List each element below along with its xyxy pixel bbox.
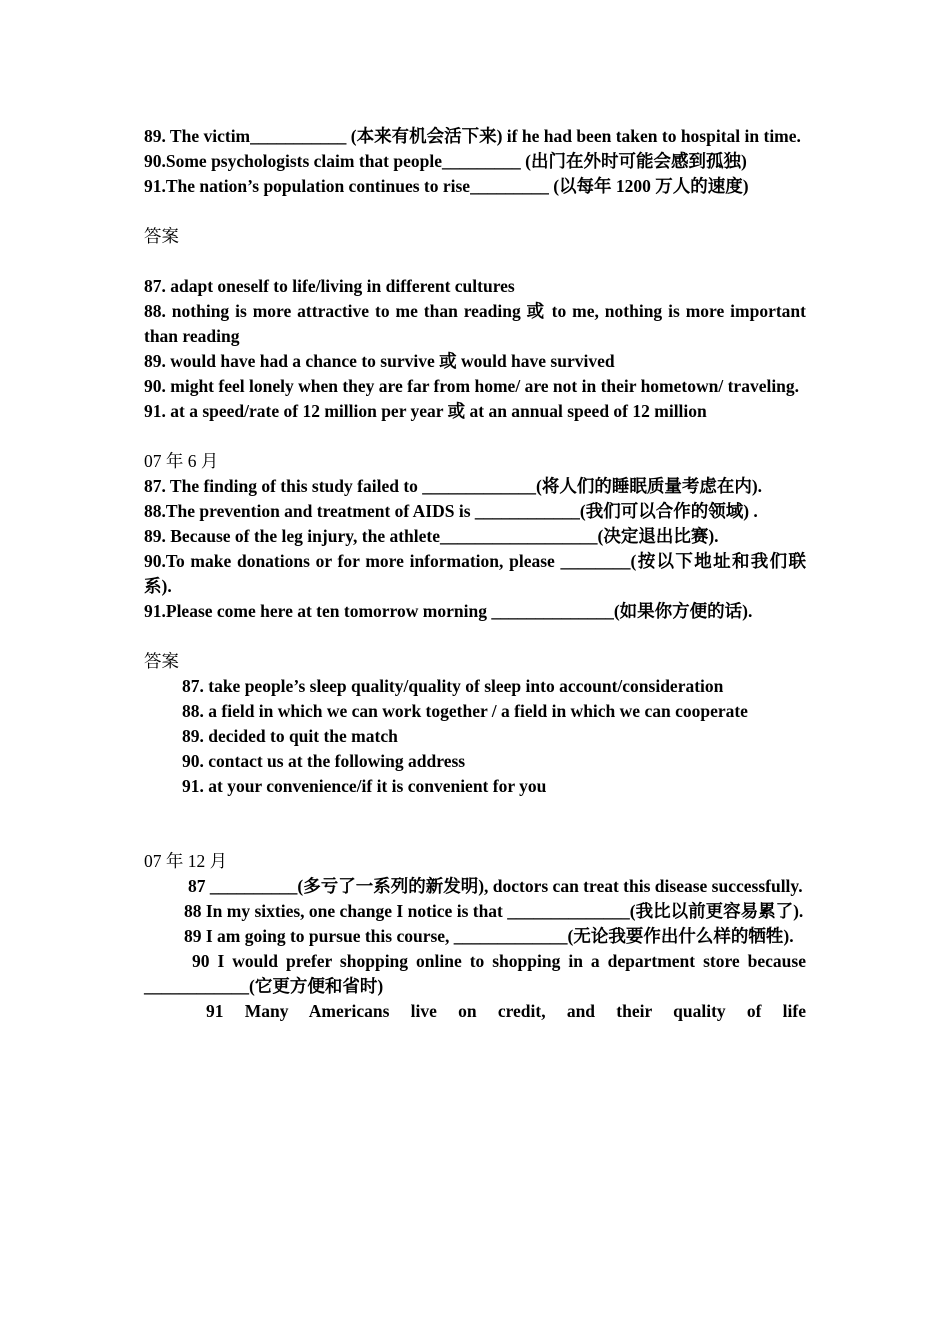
question-87-0712: 87 __________(多亏了一系列的新发明), doctors can treat this disease successfully.	[188, 876, 803, 896]
question-91-0712: 91 Many Americans live on credit, and their quality of life	[206, 1001, 806, 1021]
answer-91-0706: 91. at your convenience/if it is convenient for you	[182, 776, 547, 796]
answer-88-0706: 88. a field in which we can work together / a field in which we can cooperate	[182, 701, 748, 721]
document-body	[144, 124, 806, 1024]
answer-91-prev: 91. at a speed/rate of 12 million per year 或 at an annual speed of 12 million	[144, 401, 707, 421]
question-89-0712: 89 I am going to pursue this course, _____________(无论我要作出什么样的牺牲).	[184, 926, 794, 946]
spacer	[144, 424, 806, 449]
answer-heading-prev: 答案	[144, 226, 179, 246]
question-90-0712: 90 I would prefer shopping online to shopping in a department store because ____________(它更方便和省时)	[144, 951, 806, 996]
spacer	[144, 199, 806, 224]
section-heading-0712: 07 年 12 月	[144, 851, 228, 871]
answer-89-prev: 89. would have had a chance to survive 或 would have survived	[144, 351, 615, 371]
answer-87-0706: 87. take people’s sleep quality/quality of sleep into account/consideration	[182, 676, 724, 696]
spacer	[144, 249, 806, 274]
question-89-0706: 89. Because of the leg injury, the athlete__________________(决定退出比赛).	[144, 526, 719, 546]
answer-heading-0706: 答案	[144, 651, 179, 671]
question-88-0712: 88 In my sixties, one change I notice is that ______________(我比以前更容易累了).	[184, 901, 804, 921]
question-90-prev: 90.Some psychologists claim that people_________ (出门在外时可能会感到孤独)	[144, 151, 747, 171]
answer-90-0706: 90. contact us at the following address	[182, 751, 466, 771]
spacer	[144, 624, 806, 649]
question-87-0706: 87. The finding of this study failed to _____________(将人们的睡眠质量考虑在内).	[144, 476, 763, 496]
answer-89-0706: 89. decided to quit the match	[182, 726, 398, 746]
question-88-0706: 88.The prevention and treatment of AIDS is ____________(我们可以合作的领域) .	[144, 501, 758, 521]
section-heading-0706: 07 年 6 月	[144, 451, 219, 471]
question-91-0706: 91.Please come here at ten tomorrow morning ______________(如果你方便的话).	[144, 601, 753, 621]
answer-87-prev: 87. adapt oneself to life/living in different cultures	[144, 276, 515, 296]
question-91-prev: 91.The nation’s population continues to rise_________ (以每年 1200 万人的速度)	[144, 176, 749, 196]
spacer	[144, 799, 806, 849]
answer-88-prev: 88. nothing is more attractive to me than reading 或 to me, nothing is more important than reading	[144, 301, 806, 346]
question-89-prev: 89. The victim___________ (本来有机会活下来) if he had been taken to hospital in time.	[144, 126, 801, 146]
question-90-0706: 90.To make donations or for more information, please ________(按以下地址和我们联系).	[144, 551, 806, 596]
answer-90-prev: 90. might feel lonely when they are far from home/ are not in their hometown/ traveling.	[144, 376, 800, 396]
